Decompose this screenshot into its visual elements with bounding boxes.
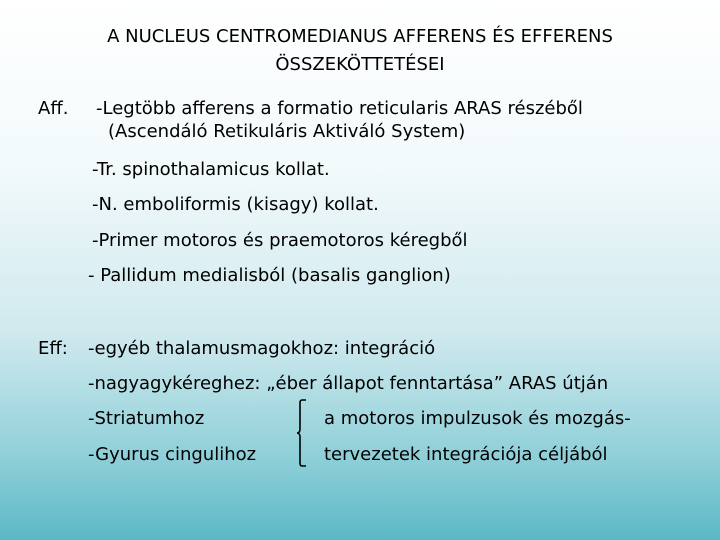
efferent-item-striatum: -Striatumhoz [88,408,205,429]
afferent-item-spinothalamicus: -Tr. spinothalamicus kollat. [92,159,330,180]
afferent-item-emboliformis: -N. emboliformis (kisagy) kollat. [92,194,379,215]
afferent-item-aras-expansion: (Ascendáló Retikuláris Aktiváló System) [108,121,466,142]
afferent-item-motor-cortex: -Primer motoros és praemotoros kéregből [92,230,468,251]
afferent-item-pallidum: - Pallidum medialisból (basalis ganglion) [88,265,451,286]
slide-title-line1: A NUCLEUS CENTROMEDIANUS AFFERENS ÉS EFFERENS [107,26,613,47]
efferent-item-cortex: -nagyagykéreghez: „éber állapot fenntartása” ARAS útján [88,373,609,394]
efferent-label: Eff: [38,338,68,359]
grouping-bracket [296,398,310,468]
efferent-item-cingulum: -Gyurus cingulihoz [88,444,257,465]
afferent-item-aras: -Legtöbb afferens a formatio reticularis ARAS részéből [96,98,583,119]
efferent-item-thalamus: -egyéb thalamusmagokhoz: integráció [88,338,436,359]
slide-title-line2: ÖSSZEKÖTTETÉSEI [275,54,445,75]
efferent-note-line1: a motoros impulzusok és mozgás- [324,408,631,429]
efferent-note-line2: tervezetek integrációja céljából [324,444,608,465]
afferent-label: Aff. [38,98,69,119]
